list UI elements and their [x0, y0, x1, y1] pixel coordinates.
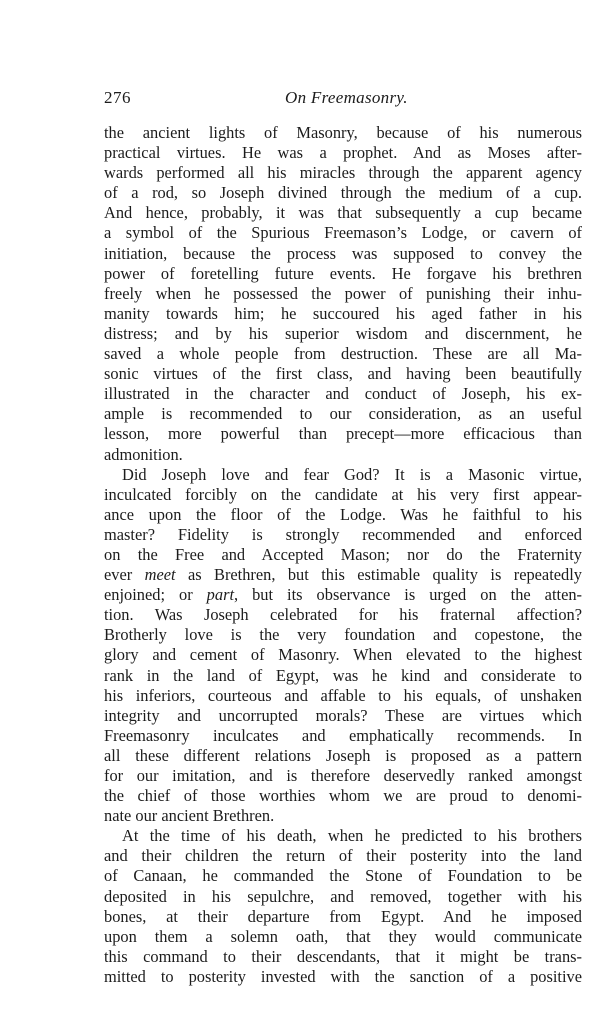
text-line: for our imitation, and is therefore deservedly ranked amongst: [104, 766, 582, 785]
text-line: tion. Was Joseph celebrated for his fraternal affection?: [104, 605, 582, 625]
text-line: initiation, because the process was supposed to convey the: [104, 243, 582, 263]
text-line: the chief of those worthies whom we are proud to denomi-: [104, 786, 582, 806]
text-line: a symbol of the Spurious Freemason’s Lodge, or cavern of: [104, 223, 582, 243]
text-line: mitted to posterity invested with the sanction of a positive: [104, 966, 582, 986]
text-line: Brotherly love is the very foundation and copestone, the: [104, 625, 582, 645]
text-line: manity towards him; he succoured his aged father in his: [104, 303, 582, 323]
text-line: and their children the return of their posterity into the land: [104, 846, 582, 866]
text-line: admonition.: [104, 444, 183, 464]
text-line: of a rod, so Joseph divined through the medium of a cup.: [104, 183, 582, 203]
page-number: 276: [104, 88, 131, 107]
text-line: his inferiors, courteous and affable to his equals, of unshaken: [104, 685, 582, 705]
text-line: [104, 585, 582, 605]
text-line: freely when he possessed the power of punishing their inhu-: [104, 283, 582, 303]
text-line: of Canaan, he commanded the Stone of Foundation to be: [104, 866, 582, 886]
text-line: ance upon the floor of the Lodge. Was he faithful to his: [104, 504, 582, 524]
text-line: wards performed all his miracles through the apparent agency: [104, 163, 582, 183]
text-line: all these different relations Joseph is proposed as a pattern: [104, 745, 582, 765]
text-line: master? Fidelity is strongly recommended and enforced: [104, 524, 582, 544]
body-text: [104, 123, 582, 987]
text-line: power of foretelling future events. He forgave his brethren: [104, 263, 582, 283]
text-line: nate our ancient Brethren.: [104, 806, 275, 826]
text-line: deposited in his sepulchre, and removed, together with his: [104, 886, 582, 906]
text-line: sonic virtues of the first class, and having been beautifully: [104, 364, 582, 384]
text-line: [104, 565, 582, 585]
text-segment: enjoined; or: [104, 585, 207, 605]
text-line: lesson, more powerful than precept—more efficacious than: [104, 424, 582, 444]
text-segment: , but its observance is urged on the atten-: [234, 585, 582, 605]
text-line: Freemasonry inculcates and emphatically recommends. In: [104, 725, 582, 745]
text-line: illustrated in the character and conduct of Joseph, his ex-: [104, 384, 582, 404]
page-header: [104, 88, 582, 112]
running-title: On Freemasonry.: [285, 88, 408, 107]
text-line: saved a whole people from destruction. These are all Ma-: [104, 344, 582, 364]
text-segment: as Brethren, but this estimable quality is repeatedly: [175, 565, 582, 585]
text-line: the ancient lights of Masonry, because of his numerous: [104, 123, 582, 142]
text-line: Did Joseph love and fear God? It is a Masonic virtue,: [122, 464, 582, 484]
text-line: distress; and by his superior wisdom and discernment, he: [104, 323, 582, 343]
text-line: upon them a solemn oath, that they would communicate: [104, 926, 582, 946]
text-line: bones, at their departure from Egypt. And he imposed: [104, 906, 582, 926]
text-line: on the Free and Accepted Mason; nor do the Fraternity: [104, 544, 582, 564]
text-segment: ever: [104, 565, 145, 585]
text-line: ample is recommended to our consideration, as an useful: [104, 404, 582, 424]
italic-word: meet: [144, 565, 176, 585]
text-line: And hence, probably, it was that subsequently a cup became: [104, 203, 582, 223]
italic-word: part: [206, 585, 234, 605]
text-line: practical virtues. He was a prophet. And as Moses after-: [104, 143, 582, 163]
text-line: rank in the land of Egypt, was he kind and considerate to: [104, 665, 582, 685]
text-line: integrity and uncorrupted morals? These are virtues which: [104, 705, 582, 725]
text-line: glory and cement of Masonry. When elevated to the highest: [104, 645, 582, 665]
text-line: inculcated forcibly on the candidate at his very first appear-: [104, 484, 582, 504]
text-line: At the time of his death, when he predicted to his brothers: [122, 826, 582, 846]
text-line: this command to their descendants, that it might be trans-: [104, 946, 582, 966]
